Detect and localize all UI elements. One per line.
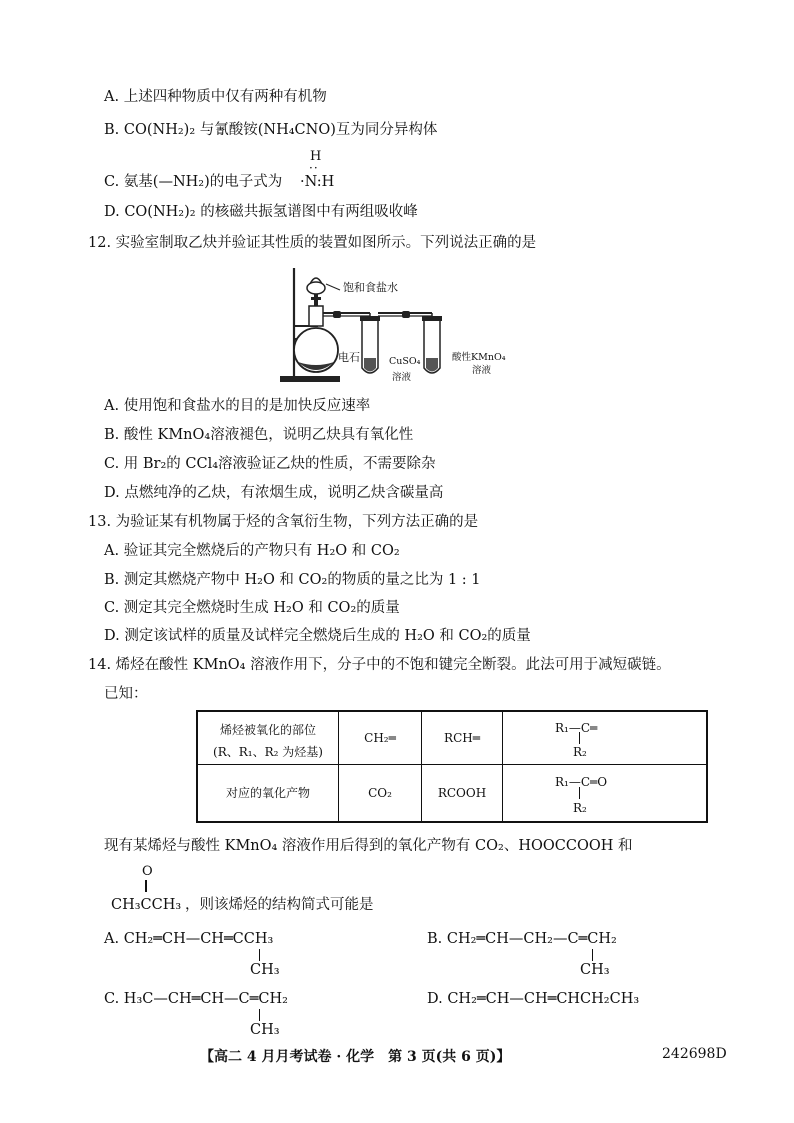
q13-stem: 13. 为验证某有机物属于烃的含氧衍生物，下列方法正确的是 xyxy=(88,514,479,530)
q12-label-carbide: 电石 xyxy=(338,351,360,364)
q12-label-cuso4: CuSO₄ xyxy=(389,356,421,367)
q11-option-b: B. CO(NH₂)₂ 与氰酸铵(NH₄CNO)互为同分异构体 xyxy=(104,122,438,138)
q14-option-a: A. CH₂═CH—CH═CCH₃ xyxy=(104,931,274,947)
table-head-2: (R、R₁、R₂ 为烃基) xyxy=(213,745,323,759)
q14-option-b: B. CH₂═CH—CH₂—C═CH₂ xyxy=(427,931,617,947)
q14-stem: 14. 烯烃在酸性 KMnO₄ 溶液作用下，分子中的不饱和键完全断裂。此法可用于减短碳链。 xyxy=(88,657,671,673)
page-footer-title: 【高二 4 月月考试卷 · 化学 第 3 页(共 6 页)】 xyxy=(200,1049,511,1065)
q11-option-d: D. CO(NH₂)₂ 的核磁共振氢谱图中有两组吸收峰 xyxy=(104,204,418,220)
table-cell: CH₂═ xyxy=(339,711,422,765)
q14-option-b-sub: CH₃ xyxy=(580,962,610,978)
q12-label-solution1: 溶液 xyxy=(392,372,412,383)
ketone-formula: CH₃CCH₃ xyxy=(111,897,182,913)
table-cell xyxy=(197,765,339,823)
table-cell xyxy=(503,765,708,823)
q12-option-d: D. 点燃纯净的乙炔，有浓烟生成，说明乙炔含碳量高 xyxy=(104,485,444,501)
table-r1-c3-sub: R₂ xyxy=(573,745,587,759)
q12-label-brine: 饱和食盐水 xyxy=(343,281,398,294)
q14-oxidation-table xyxy=(196,710,708,823)
q14-option-d: D. CH₂═CH—CH═CHCH₂CH₃ xyxy=(427,991,640,1007)
q13-option-d: D. 测定该试样的质量及试样完全燃烧后生成的 H₂O 和 CO₂的质量 xyxy=(104,628,531,644)
table-r2-c3-main: R₁—C═O xyxy=(555,775,608,789)
q11-option-c: C. 氨基(—NH₂)的电子式为 xyxy=(104,174,283,190)
q13-option-b: B. 测定其燃烧产物中 H₂O 和 CO₂的物质的量之比为 1 : 1 xyxy=(104,572,481,588)
table-r2-c3-sub: R₂ xyxy=(573,801,587,815)
q12-label-kmno4: 酸性KMnO₄ xyxy=(452,352,506,363)
q13-option-a: A. 验证其完全燃烧后的产物只有 H₂O 和 CO₂ xyxy=(104,543,400,559)
q14-known: 已知： xyxy=(104,686,148,702)
q11-option-a: A. 上述四种物质中仅有两种有机物 xyxy=(104,89,327,105)
q12-option-a: A. 使用饱和食盐水的目的是加快反应速率 xyxy=(104,398,371,414)
q14-text1: 现有某烯烃与酸性 KMnO₄ 溶液作用后得到的氧化产物有 CO₂、HOOCCOOH 和 xyxy=(104,838,633,854)
q12-label-solution2: 溶液 xyxy=(472,365,492,376)
ketone-oxygen: O xyxy=(142,864,153,879)
q12-option-c: C. 用 Br₂的 CCl₄溶液验证乙炔的性质，不需要除杂 xyxy=(104,456,436,472)
q11-electron-h-top: H xyxy=(310,149,322,164)
q14-option-c-bond xyxy=(259,1009,260,1021)
ketone-double-bond xyxy=(145,880,147,892)
q14-option-a-sub: CH₃ xyxy=(250,962,280,978)
table-head-3: 对应的氧化产物 xyxy=(225,786,310,800)
q13-option-c: C. 测定其完全燃烧时生成 H₂O 和 CO₂的质量 xyxy=(104,600,400,616)
table-cell: RCH═ xyxy=(422,711,503,765)
q14-option-c: C. H₃C—CH═CH—C═CH₂ xyxy=(104,991,288,1007)
q11-electron-formula: ·N:H xyxy=(300,174,335,190)
page-footer-code: 242698D xyxy=(662,1046,727,1062)
table-row xyxy=(197,765,707,823)
q11-electron-dots: ·· xyxy=(309,161,319,175)
q12-option-b: B. 酸性 KMnO₄溶液褪色，说明乙炔具有氧化性 xyxy=(104,427,414,443)
table-cell: CO₂ xyxy=(339,765,422,823)
table-cell xyxy=(503,711,708,765)
q12-stem: 12. 实验室制取乙炔并验证其性质的装置如图所示。下列说法正确的是 xyxy=(88,235,537,251)
q14-option-b-bond xyxy=(592,949,593,961)
table-cell: RCOOH xyxy=(422,765,503,823)
table-r2-c3-bond xyxy=(579,787,580,799)
table-row xyxy=(197,711,707,765)
table-cell xyxy=(197,711,339,765)
table-r1-c3-bond xyxy=(579,732,580,744)
table-head-1: 烯烃被氧化的部位 xyxy=(219,723,316,737)
q14-option-a-bond xyxy=(259,949,260,961)
q14-text2: ，则该烯烃的结构简式可能是 xyxy=(185,897,374,913)
q14-option-c-sub: CH₃ xyxy=(250,1022,280,1038)
table-r1-c3-main: R₁—C═ xyxy=(555,721,598,735)
